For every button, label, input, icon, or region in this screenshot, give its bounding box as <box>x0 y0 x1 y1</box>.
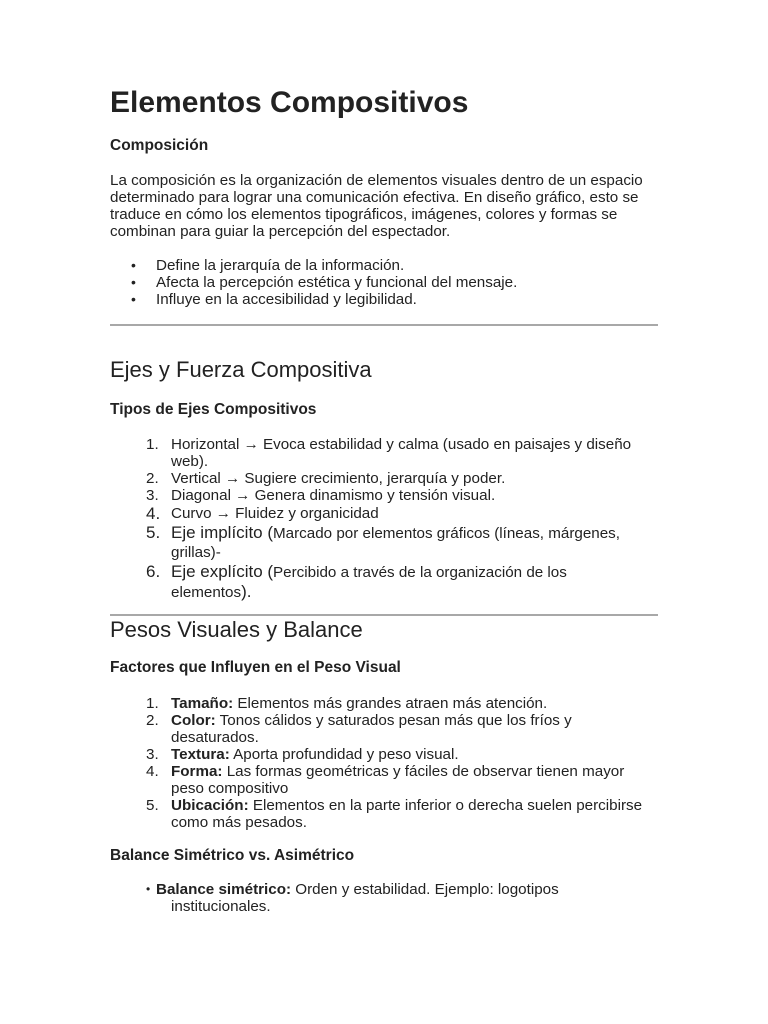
section-subtitle-composicion: Composición <box>110 137 209 154</box>
list-item-term: Forma: <box>171 763 223 780</box>
page-title: Elementos Compositivos <box>110 86 469 119</box>
list-item <box>110 797 658 831</box>
list-item <box>110 257 658 274</box>
list-item-text: Percibido a través de la organización de los <box>273 564 567 581</box>
paragraph-line: combinan para guiar la percepción del espectador. <box>110 223 451 240</box>
list-item-text-cont: como más pesados. <box>171 814 307 831</box>
bullet-icon: • <box>131 274 136 290</box>
list-item <box>110 291 658 308</box>
paragraph-composicion <box>110 172 658 240</box>
list-item <box>110 523 658 562</box>
bullet-icon: • <box>131 291 136 307</box>
list-item-text: Curvo → Fluidez y organicidad <box>171 505 379 522</box>
list-item-text-cont: peso compositivo <box>171 780 289 797</box>
list-item-tail: ). <box>241 582 252 601</box>
list-number: 4. <box>146 504 161 523</box>
list-item-text: Afecta la percepción estética y funcional del mensaje. <box>156 274 518 291</box>
list-number: 6. <box>146 562 161 581</box>
list-item-text: Tonos cálidos y saturados pesan más que los fríos y <box>215 712 572 729</box>
list-number: 1. <box>146 436 159 453</box>
list-item-text: Las formas geométricas y fáciles de observar tienen mayor <box>222 763 625 780</box>
section-subtitle-tipos-ejes: Tipos de Ejes Compositivos <box>110 401 317 418</box>
list-item <box>110 487 658 504</box>
list-item-term: Balance simétrico: <box>156 881 292 898</box>
list-item <box>110 274 658 291</box>
list-item-text: Vertical → Sugiere crecimiento, jerarquía y poder. <box>171 470 506 487</box>
list-number: 3. <box>146 746 159 763</box>
list-number: 3. <box>146 487 159 504</box>
list-number: 5. <box>146 523 161 542</box>
list-item <box>110 712 658 746</box>
list-item-text: Elementos más grandes atraen más atención. <box>233 695 548 712</box>
list-item-text: Influye en la accesibilidad y legibilidad. <box>156 291 417 308</box>
list-item-term: Tamaño: <box>171 695 234 712</box>
section-heading-ejes: Ejes y Fuerza Compositiva <box>110 357 372 382</box>
list-item-lead: Eje explícito ( <box>171 562 274 581</box>
section-heading-pesos: Pesos Visuales y Balance <box>110 617 363 642</box>
list-item <box>110 504 658 523</box>
list-item-text: Elementos en la parte inferior o derecha suelen percibirse <box>248 797 643 814</box>
list-item-text-cont: institucionales. <box>171 898 271 915</box>
list-item-lead: Eje implícito ( <box>171 523 274 542</box>
list-item <box>110 746 658 763</box>
bullet-list-composicion <box>110 257 658 308</box>
list-number: 2. <box>146 470 159 487</box>
list-item-term: Color: <box>171 712 216 729</box>
list-item <box>110 763 658 797</box>
list-item-text: Marcado por elementos gráficos (líneas, márgenes, <box>273 525 620 542</box>
list-item <box>110 436 658 470</box>
list-item <box>110 470 658 487</box>
section-subtitle-factores: Factores que Influyen en el Peso Visual <box>110 659 401 676</box>
section-divider <box>110 614 658 616</box>
bullet-list-balance <box>110 881 658 915</box>
list-number: 1. <box>146 695 159 712</box>
list-item <box>110 695 658 712</box>
list-item-text-cont: web). <box>171 453 209 470</box>
list-item-text: Aporta profundidad y peso visual. <box>229 746 459 763</box>
list-item-text-cont: grillas)- <box>171 544 221 561</box>
section-divider <box>110 324 658 326</box>
list-number: 2. <box>146 712 159 729</box>
list-item-text-cont: desaturados. <box>171 729 259 746</box>
list-number: 5. <box>146 797 159 814</box>
bullet-icon: • <box>146 882 151 896</box>
list-item-text-cont: elementos <box>171 584 242 601</box>
list-item-text: Diagonal → Genera dinamismo y tensión visual. <box>171 487 496 504</box>
list-item-text: Horizontal → Evoca estabilidad y calma (usado en paisajes y diseño <box>171 436 632 453</box>
paragraph-line: La composición es la organización de elementos visuales dentro de un espacio <box>110 172 643 189</box>
paragraph-line: traduce en cómo los elementos tipográficos, imágenes, colores y formas se <box>110 206 618 223</box>
list-item <box>110 562 658 602</box>
numbered-list-ejes <box>110 436 658 602</box>
list-item-text: Orden y estabilidad. Ejemplo: logotipos <box>291 881 559 898</box>
paragraph-line: determinado para lograr una comunicación efectiva. En diseño gráfico, esto se <box>110 189 639 206</box>
section-subtitle-balance: Balance Simétrico vs. Asimétrico <box>110 847 355 864</box>
numbered-list-factores <box>110 695 658 831</box>
list-item <box>110 881 658 915</box>
list-item-term: Textura: <box>171 746 230 763</box>
list-item-text: Define la jerarquía de la información. <box>156 257 405 274</box>
bullet-icon: • <box>131 257 136 273</box>
list-number: 4. <box>146 763 159 780</box>
list-item-term: Ubicación: <box>171 797 249 814</box>
